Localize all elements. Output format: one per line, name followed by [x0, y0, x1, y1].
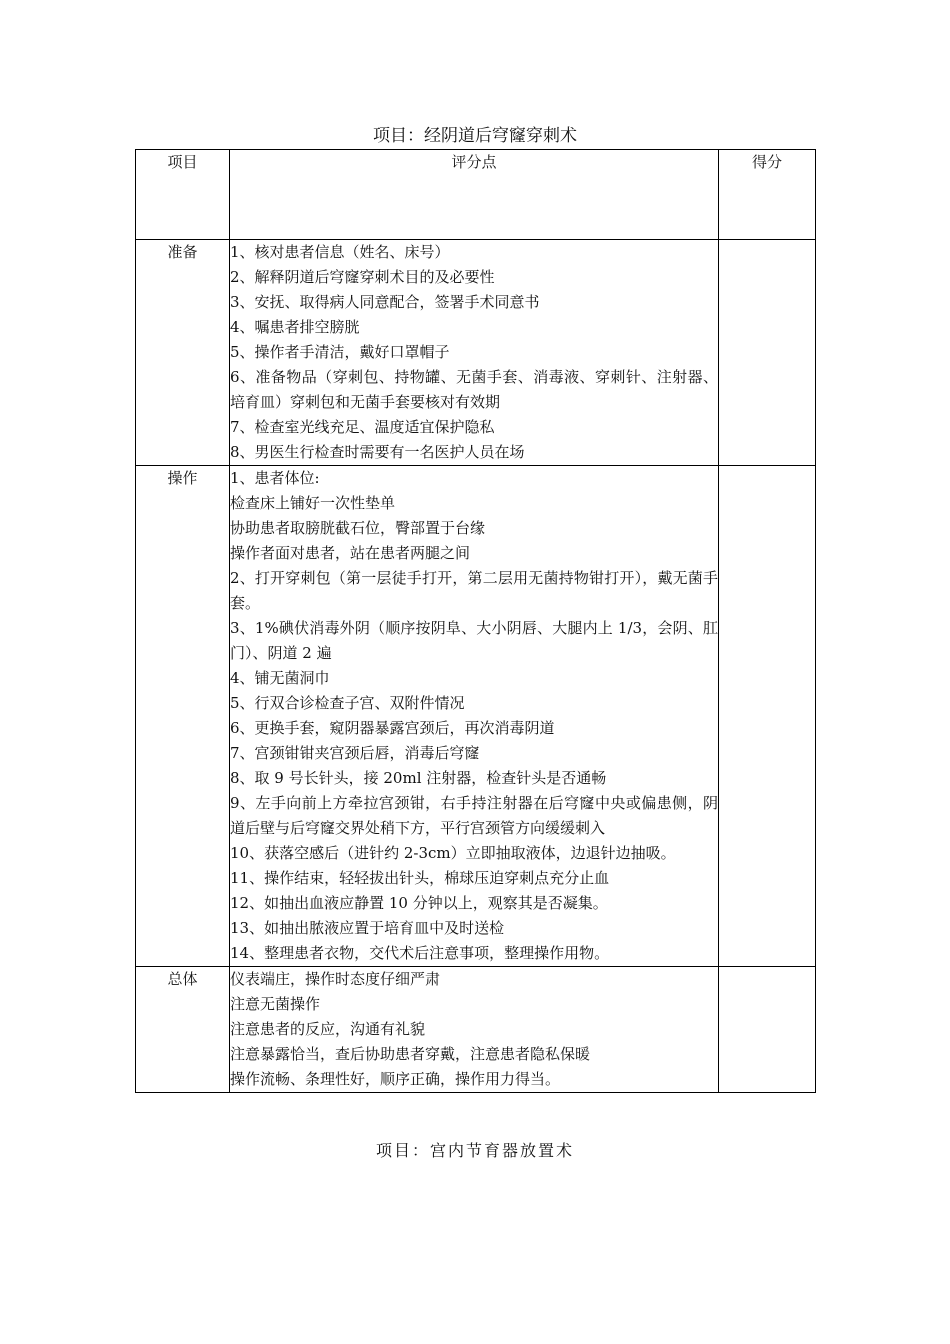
header-points: 评分点	[230, 150, 719, 240]
scoring-table	[135, 149, 816, 1093]
section-category: 操作	[136, 466, 230, 967]
scoring-point: 13、如抽出脓液应置于培育皿中及时送检	[230, 919, 505, 937]
scoring-point: 仪表端庄，操作时态度仔细严肃	[230, 970, 441, 988]
page-title: 项目：经阴道后穹窿穿刺术	[373, 126, 577, 146]
score-cell[interactable]	[719, 240, 816, 466]
scoring-point: 10、获落空感后（进针约 2-3cm）立即抽取液体，边退针边抽吸。	[230, 844, 676, 862]
scoring-point: 操作者面对患者，站在患者两腿之间	[230, 544, 471, 562]
section-points	[230, 967, 719, 1093]
scoring-point: 注意无菌操作	[230, 995, 321, 1013]
scoring-point: 9、左手向前上方牵拉宫颈钳，右手持注射器在后穹窿中央或偏患侧，阴道后壁与后穹窿交界处稍下方，平行宫颈管方向缓缓刺入	[230, 794, 718, 837]
scoring-point: 5、操作者手清洁，戴好口罩帽子	[230, 343, 450, 361]
section-row	[136, 466, 816, 967]
scoring-point: 8、男医生行检查时需要有一名医护人员在场	[230, 443, 525, 461]
section-points	[230, 240, 719, 466]
scoring-point: 4、铺无菌洞巾	[230, 669, 330, 687]
scoring-point: 7、检查室光线充足、温度适宜保护隐私	[230, 418, 495, 436]
scoring-point: 11、操作结束，轻轻拔出针头，棉球压迫穿刺点充分止血	[230, 869, 610, 887]
scoring-point: 3、1%碘伏消毒外阴（顺序按阴阜、大小阴唇、大腿内上 1/3，会阴、肛门）、阴道 2 遍	[230, 619, 718, 662]
header-score: 得分	[719, 150, 816, 240]
header-category: 项目	[136, 150, 230, 240]
scoring-point: 注意患者的反应，沟通有礼貌	[230, 1020, 426, 1038]
scoring-point: 5、行双合诊检查子宫、双附件情况	[230, 694, 465, 712]
section-row	[136, 240, 816, 466]
next-section-title: 项目：宫内节育器放置术	[375, 1141, 574, 1160]
scoring-point: 3、安抚、取得病人同意配合，签署手术同意书	[230, 293, 540, 311]
scoring-point: 12、如抽出血液应静置 10 分钟以上，观察其是否凝集。	[230, 894, 608, 912]
scoring-point: 6、更换手套，窥阴器暴露宫颈后，再次消毒阴道	[230, 719, 555, 737]
scoring-point: 协助患者取膀胱截石位，臀部置于台缘	[230, 519, 486, 537]
scoring-point: 14、整理患者衣物，交代术后注意事项，整理操作用物。	[230, 944, 610, 962]
scoring-point: 4、嘱患者排空膀胱	[230, 318, 360, 336]
scoring-point: 8、取 9 号长针头，接 20ml 注射器，检查针头是否通畅	[230, 769, 607, 787]
scoring-point: 注意暴露恰当，查后协助患者穿戴，注意患者隐私保暖	[230, 1045, 591, 1063]
score-cell[interactable]	[719, 967, 816, 1093]
scoring-point: 1、患者体位:	[230, 469, 320, 487]
section-row	[136, 967, 816, 1093]
scoring-point: 检查床上铺好一次性垫单	[230, 494, 396, 512]
scoring-point: 6、准备物品（穿刺包、持物罐、无菌手套、消毒液、穿刺针、注射器、培育皿）穿刺包和无菌手套要核对有效期	[230, 368, 718, 411]
scoring-point: 2、打开穿刺包（第一层徒手打开，第二层用无菌持物钳打开），戴无菌手套。	[230, 569, 718, 612]
scoring-point: 1、核对患者信息（姓名、床号）	[230, 243, 450, 261]
score-cell[interactable]	[719, 466, 816, 967]
scoring-point: 2、解释阴道后穹窿穿刺术目的及必要性	[230, 268, 495, 286]
section-category: 准备	[136, 240, 230, 466]
scoring-point: 7、宫颈钳钳夹宫颈后唇，消毒后穹窿	[230, 744, 480, 762]
section-category: 总体	[136, 967, 230, 1093]
scoring-point: 操作流畅、条理性好，顺序正确，操作用力得当。	[230, 1070, 561, 1088]
table-header-row	[136, 150, 816, 240]
section-points	[230, 466, 719, 967]
